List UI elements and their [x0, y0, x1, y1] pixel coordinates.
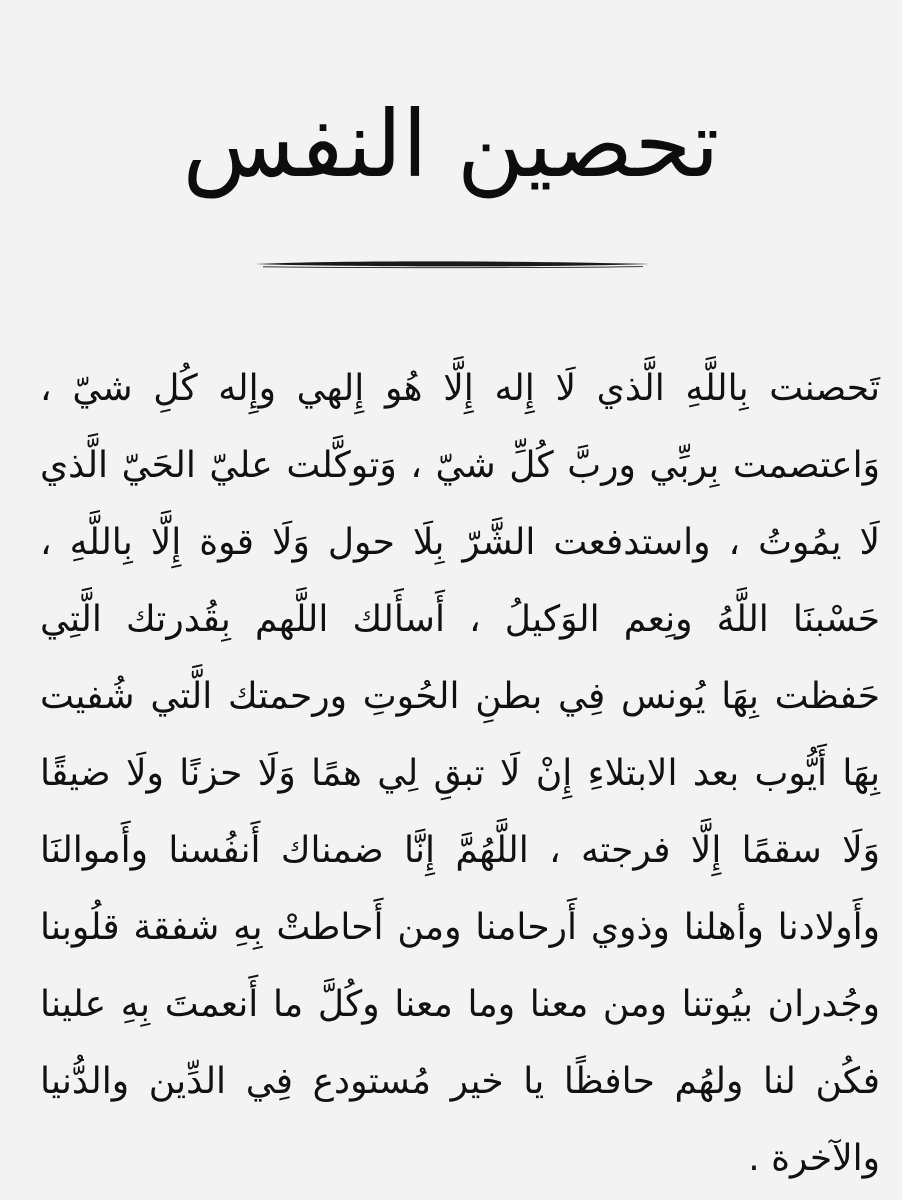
- divider-hairline: [263, 267, 643, 268]
- divider-stroke: [255, 261, 650, 266]
- title-divider: [255, 259, 650, 269]
- supplication-text: تَحصنت بِاللَّهِ الَّذي لَا إِله إِلَّا هُو إِلهي وإِله كُلِ شيّ ، وَاعتصمت بِربِّي وربَّ كُلِّ شيّ ، وَتوكَّلت عليّ الحَيّ الَّذي لَا يمُوتُ ، واستدفعت الشَّرّ بِلَا حول وَلَا قوة إِلَّا بِاللَّهِ ، حَسْبنَا اللَّهُ ونِعم الوَكيلُ ، أَسأَلك اللَّهم بِقُدرتك الَّتِي حَفظت بِهَا يُونس فِي بطنِ الحُوتِ ورحمتك الَّتي شُفيت بِهَا أَيُّوب بعد الابتلاءِ إِنْ لَا تبقِ لِي همًا وَلَا حزنًا ولَا ضيقًا وَلَا سقمًا إِلَّا فرجته ، اللَّهُمَّ إِنَّا ضمناك أَنفُسنا وأَموالنَا وأَولادنا وأهلنا وذوي أَرحامنا ومن أَحاطتْ بِهِ شفقة قلُوبنا وجُدران بيُوتنا ومن معنا وما معنا وكُلَّ ما أَنعمتَ بِهِ علينا فكُن لنا ولهُم حافظًا يا خير مُستودع فِي الدِّين والدُّنيا والآخرة .: [40, 368, 880, 1179]
- page-title: تحصين النفس: [182, 91, 720, 198]
